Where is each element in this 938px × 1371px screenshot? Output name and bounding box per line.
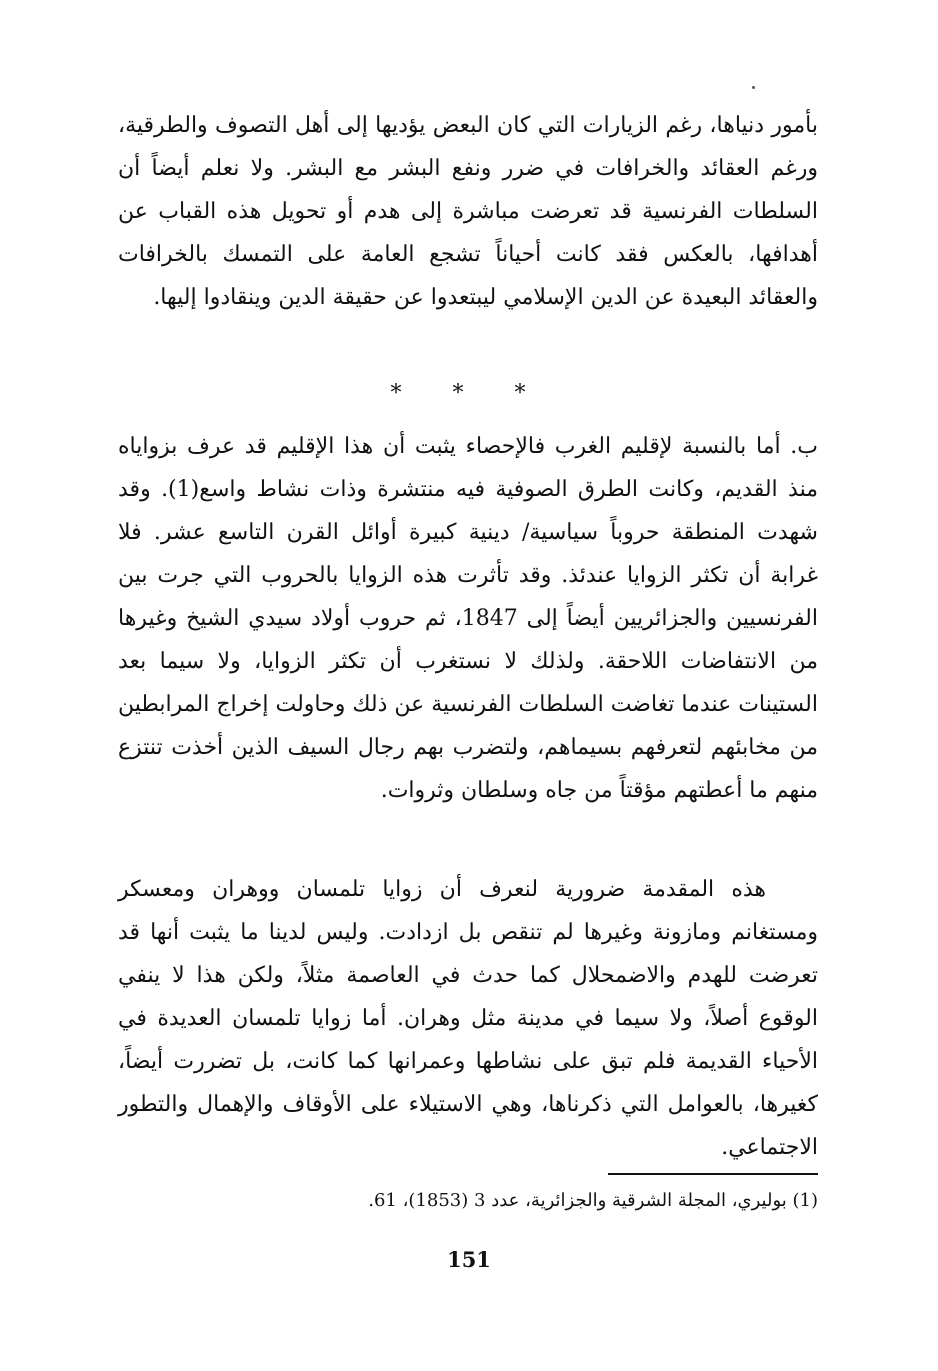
paragraph-text: هذه المقدمة ضرورية لنعرف أن زوايا تلمسان ووهران ومعسكر ومستغانم ومازونة وغيرها لم تنقص بل ازدادت. وليس لدينا ما يثبت أنها قد تعرضت للهدم والاضمحلال كما حدث في العاصمة مثلاً، ولكن هذا لا ينفي الوقوع أصلاً، ولا سيما في مدينة مثل وهران. أما زوايا تلمسان العديدة في الأحياء القديمة فلم تبق على نشاطها وعمرانها كما كانت، بل تضررت أيضاً، كغيرها، بالعوامل التي ذكرناها، وهي الاستيلاء على الأوقاف والإهمال والتطور الاجتماعي.	[118, 877, 818, 1160]
footnote-divider	[608, 1173, 818, 1175]
paragraph-text: بأمور دنياها، رغم الزيارات التي كان البعض يؤديها إلى أهل التصوف والطرقية، ورغم العقائد والخرافات في ضرر ونفع البشر مع البشر. ولا نعلم أيضاً أن السلطات الفرنسية قد تعرضت مباشرة إلى هدم أو تحويل هذه القباب عن أهدافها، بالعكس فقد كانت أحياناً تشجع العامة على التمسك بالخرافات والعقائد البعيدة عن الدين الإسلامي ليبتعدوا عن حقيقة الدين وينقادوا إليها.	[118, 113, 818, 310]
paragraph-2	[118, 425, 818, 812]
page-number: 151	[447, 1247, 491, 1272]
paragraph-text: ب. أما بالنسبة لإقليم الغرب فالإحصاء يثبت أن هذا الإقليم قد عرف بزواياه منذ القديم، وكانت الطرق الصوفية فيه منتشرة وذات نشاط واسع(1). وقد شهدت المنطقة حروباً سياسية/ دينية كبيرة أوائل القرن التاسع عشر. فلا غرابة أن تكثر الزوايا عندئذ. وقد تأثرت هذه الزوايا بالحروب التي جرت بين الفرنسيين والجزائريين أيضاً إلى 1847، ثم حروب أولاد سيدي الشيخ وغيرها من الانتفاضات اللاحقة. ولذلك لا نستغرب أن تكثر الزوايا، ولا سيما بعد الستينات عندما تغاضت السلطات الفرنسية عن ذلك وحاولت إخراج المرابطين من مخابئهم لتعرفهم بسيماهم، ولتضرب بهم رجال السيف الذين أخذت تنتزع منهم ما أعطتهم مؤقتاً من جاه وسلطان وثروات.	[118, 434, 819, 803]
paragraph-1	[118, 104, 818, 319]
paragraph-3	[118, 868, 818, 1169]
scan-speck	[752, 86, 755, 89]
footnote: (1) بوليري، المجلة الشرقية والجزائرية، عدد 3 (1853)، 61.	[368, 1190, 818, 1211]
section-separator: * * *	[390, 381, 548, 406]
